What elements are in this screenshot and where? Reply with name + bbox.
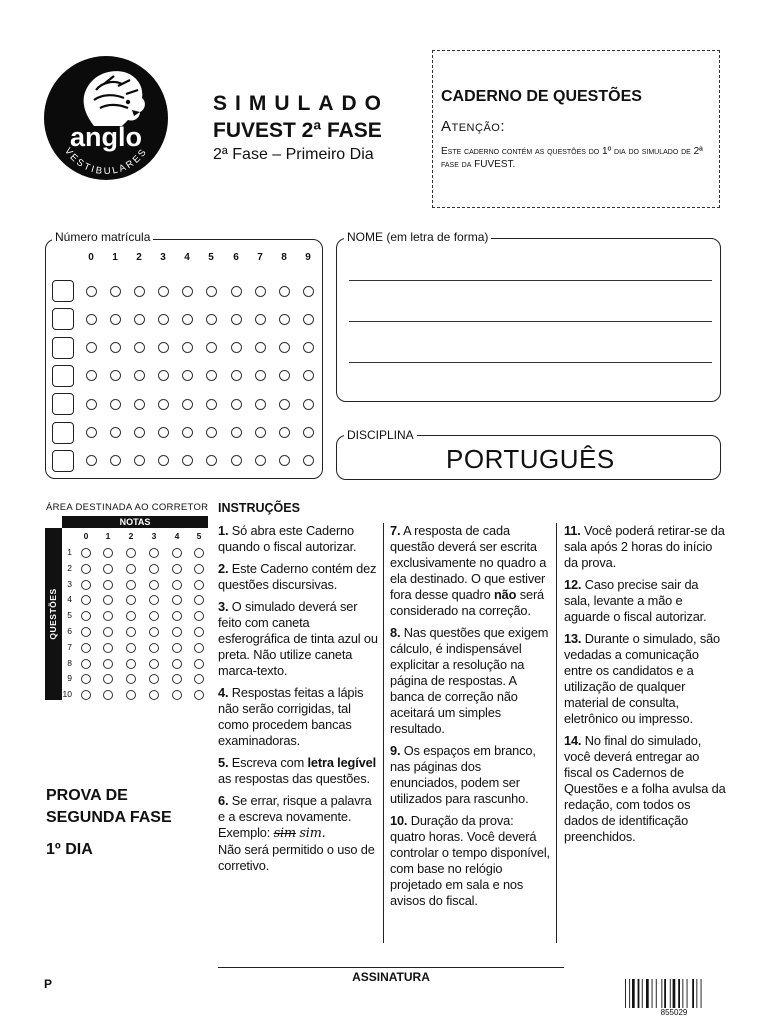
matricula-digit-box[interactable]: [52, 422, 74, 444]
barcode-number: 855029: [660, 1008, 688, 1017]
instrucao-8: 8. Nas questões que exigem cálculo, é indispensável explicitar a resolução na página de respostas. A banca de correção não aceitará um simples resultado.: [390, 625, 549, 736]
grade-bubble[interactable]: [103, 564, 113, 574]
matricula-bubble[interactable]: [182, 399, 193, 410]
matricula-bubble[interactable]: [279, 370, 290, 381]
grade-bubble[interactable]: [194, 595, 204, 605]
nota-grade-header: 3: [151, 531, 157, 541]
matricula-bubble[interactable]: [206, 455, 217, 466]
instrucao-11: 11. Você poderá retirar-se da sala após 2 horas do início da prova.: [564, 523, 725, 570]
grade-bubble[interactable]: [81, 611, 91, 621]
grade-bubble[interactable]: [194, 580, 204, 590]
signature-label: ASSINATURA: [352, 970, 430, 984]
exam-phase: 2ª Fase – Primeiro Dia: [213, 146, 374, 163]
grade-bubble[interactable]: [126, 674, 136, 684]
anglo-logo: [44, 56, 168, 180]
corretor-area-label: ÁREA DESTINADA AO CORRETOR: [46, 502, 209, 513]
grade-bubble[interactable]: [149, 659, 159, 669]
matricula-bubble[interactable]: [255, 399, 266, 410]
barcode-bar: [678, 979, 680, 1008]
nome-line[interactable]: [349, 321, 712, 322]
nota-grade-header: 4: [174, 531, 180, 541]
matricula-digit-header: 4: [184, 252, 190, 263]
grade-bubble[interactable]: [149, 690, 159, 700]
instrucao-6: 6. Se errar, risque a palavra e a escreva novamente. Exemplo: sim sim. Não será permitido o uso de corretivo.: [218, 793, 375, 873]
grade-bubble[interactable]: [126, 580, 136, 590]
matricula-bubble[interactable]: [86, 427, 97, 438]
matricula-bubble[interactable]: [110, 286, 121, 297]
matricula-bubble[interactable]: [86, 286, 97, 297]
grade-bubble[interactable]: [172, 611, 182, 621]
grade-bubble[interactable]: [126, 643, 136, 653]
barcode: [624, 979, 724, 1009]
matricula-bubble[interactable]: [255, 370, 266, 381]
grade-bubble[interactable]: [172, 643, 182, 653]
grade-bubble[interactable]: [172, 548, 182, 558]
grade-bubble[interactable]: [81, 564, 91, 574]
prova-line2: SEGUNDA FASE: [46, 809, 172, 826]
matricula-bubble[interactable]: [303, 342, 314, 353]
nota-grade-header: 2: [128, 531, 134, 541]
matricula-digit-box[interactable]: [52, 308, 74, 330]
matricula-bubble[interactable]: [206, 370, 217, 381]
grade-bubble[interactable]: [103, 548, 113, 558]
grade-bubble[interactable]: [126, 595, 136, 605]
grade-bubble[interactable]: [194, 674, 204, 684]
nota-grade-header: 5: [196, 531, 202, 541]
question-number: 10: [62, 689, 72, 700]
matricula-bubble[interactable]: [231, 314, 242, 325]
matricula-bubble[interactable]: [279, 455, 290, 466]
grade-bubble[interactable]: [172, 595, 182, 605]
barcode-bar: [701, 979, 702, 1008]
question-number: 2: [67, 562, 72, 573]
matricula-bubble[interactable]: [86, 455, 97, 466]
matricula-bubble[interactable]: [206, 286, 217, 297]
barcode-bar: [696, 979, 697, 1008]
matricula-bubble[interactable]: [134, 455, 145, 466]
grade-bubble[interactable]: [172, 690, 182, 700]
grade-bubble[interactable]: [194, 548, 204, 558]
grade-bubble[interactable]: [149, 643, 159, 653]
matricula-bubble[interactable]: [231, 370, 242, 381]
nome-label: NOME (em letra de forma): [344, 230, 491, 244]
matricula-bubble[interactable]: [158, 399, 169, 410]
prova-line1: PROVA DE: [46, 787, 128, 804]
instrucao-2: 2. Este Caderno contém dez questões discursivas.: [218, 561, 377, 592]
instrucao-5: 5. Escreva com letra legível as respostas das questões.: [218, 755, 376, 786]
column-divider: [556, 523, 557, 943]
matricula-bubble[interactable]: [231, 286, 242, 297]
matricula-bubble[interactable]: [86, 314, 97, 325]
matricula-bubble[interactable]: [86, 370, 97, 381]
grade-bubble[interactable]: [103, 627, 113, 637]
matricula-bubble[interactable]: [303, 399, 314, 410]
grade-bubble[interactable]: [103, 659, 113, 669]
instrucao-4: 4. Respostas feitas a lápis não serão corrigidas, tal como procedem bancas examinadoras.: [218, 685, 364, 748]
grade-bubble[interactable]: [81, 643, 91, 653]
logo-brand-text: anglo: [70, 122, 142, 152]
matricula-bubble[interactable]: [303, 286, 314, 297]
disciplina-label: DISCIPLINA: [344, 428, 417, 442]
matricula-bubble[interactable]: [231, 455, 242, 466]
matricula-bubble[interactable]: [134, 427, 145, 438]
barcode-bar: [642, 979, 643, 1008]
grade-bubble[interactable]: [194, 643, 204, 653]
barcode-bar: [692, 979, 694, 1008]
grade-bubble[interactable]: [126, 564, 136, 574]
matricula-bubble[interactable]: [182, 370, 193, 381]
matricula-bubble[interactable]: [134, 314, 145, 325]
caderno-title: CADERNO DE QUESTÕES: [441, 88, 642, 105]
grade-bubble[interactable]: [149, 627, 159, 637]
matricula-digit-header: 1: [112, 252, 118, 263]
instrucoes-title: INSTRUÇÕES: [218, 501, 300, 515]
matricula-bubble[interactable]: [86, 399, 97, 410]
matricula-bubble[interactable]: [255, 286, 266, 297]
instrucoes-column-3: [564, 523, 726, 851]
matricula-bubble[interactable]: [279, 286, 290, 297]
grade-bubble[interactable]: [81, 674, 91, 684]
grade-bubble[interactable]: [81, 595, 91, 605]
simulado-title: SIMULADO: [213, 92, 389, 115]
grade-bubble[interactable]: [194, 627, 204, 637]
matricula-digit-box[interactable]: [52, 337, 74, 359]
matricula-bubble[interactable]: [182, 286, 193, 297]
example-wrong-word: sim: [273, 826, 296, 841]
logo-tagline-text: VESTIBULARES: [62, 145, 150, 178]
matricula-digit-header: 0: [88, 252, 94, 263]
instrucao-14: 14. No final do simulado, você deverá entregar ao fiscal os Cadernos de Questões e a folha avulsa da redação, com todos os dados de identificação preenchidos.: [564, 733, 726, 844]
matricula-bubble[interactable]: [255, 342, 266, 353]
matricula-digit-header: 6: [233, 252, 239, 263]
grade-bubble[interactable]: [81, 659, 91, 669]
grade-bubble[interactable]: [103, 674, 113, 684]
matricula-bubble[interactable]: [182, 314, 193, 325]
matricula-bubble[interactable]: [231, 399, 242, 410]
matricula-bubble[interactable]: [110, 342, 121, 353]
matricula-bubble[interactable]: [110, 314, 121, 325]
grade-bubble[interactable]: [149, 564, 159, 574]
grade-bubble[interactable]: [149, 611, 159, 621]
matricula-bubble[interactable]: [206, 427, 217, 438]
matricula-bubble[interactable]: [279, 427, 290, 438]
matricula-bubble[interactable]: [255, 427, 266, 438]
instrucoes-column-2: [390, 523, 550, 915]
matricula-bubble[interactable]: [134, 286, 145, 297]
prova-label: [46, 785, 172, 829]
question-number: 4: [67, 594, 72, 605]
question-number: 8: [67, 657, 72, 668]
grade-bubble[interactable]: [126, 548, 136, 558]
matricula-bubble[interactable]: [303, 370, 314, 381]
matricula-bubble[interactable]: [303, 314, 314, 325]
grade-bubble[interactable]: [149, 580, 159, 590]
matricula-digit-header: 7: [257, 252, 263, 263]
matricula-bubble[interactable]: [134, 399, 145, 410]
matricula-label: Número matrícula: [52, 230, 153, 244]
instrucao-12: 12. Caso precise sair da sala, levante a mão e aguarde o fiscal autorizar.: [564, 577, 707, 624]
matricula-digit-header: 9: [305, 252, 311, 263]
matricula-bubble[interactable]: [110, 399, 121, 410]
matricula-bubble[interactable]: [110, 455, 121, 466]
barcode-bar: [673, 979, 676, 1008]
barcode-bar: [625, 979, 626, 1008]
matricula-digit-header: 2: [136, 252, 142, 263]
question-number: 6: [67, 626, 72, 636]
grade-bubble[interactable]: [126, 611, 136, 621]
matricula-bubble[interactable]: [134, 370, 145, 381]
instrucao-13: 13. Durante o simulado, são vedadas a comunicação entre os candidatos e a utilização de qualquer material de consulta, eletrônico ou impresso.: [564, 631, 721, 726]
barcode-bar: [629, 979, 630, 1008]
column-divider: [383, 523, 384, 943]
matricula-bubble[interactable]: [255, 455, 266, 466]
grade-bubble[interactable]: [81, 627, 91, 637]
matricula-digit-header: 5: [208, 252, 214, 263]
matricula-bubble[interactable]: [279, 314, 290, 325]
nome-line[interactable]: [349, 280, 712, 281]
barcode-bar: [656, 979, 657, 1008]
exam-name: FUVEST 2ª FASE: [213, 119, 382, 142]
matricula-bubble[interactable]: [231, 342, 242, 353]
matricula-bubble[interactable]: [158, 314, 169, 325]
matricula-bubble[interactable]: [134, 342, 145, 353]
grade-bubble[interactable]: [172, 627, 182, 637]
barcode-bar: [652, 979, 653, 1008]
matricula-digit-box[interactable]: [52, 365, 74, 387]
grade-bubble[interactable]: [103, 643, 113, 653]
grade-bubble[interactable]: [172, 659, 182, 669]
disciplina-value: PORTUGUÊS: [446, 444, 615, 474]
grade-bubble[interactable]: [149, 674, 159, 684]
grade-bubble[interactable]: [103, 690, 113, 700]
matricula-digit-box[interactable]: [52, 450, 74, 472]
matricula-bubble[interactable]: [110, 427, 121, 438]
question-number: 5: [67, 610, 72, 621]
barcode-bar: [638, 979, 640, 1008]
grade-bubble[interactable]: [126, 659, 136, 669]
question-number: 3: [67, 578, 72, 589]
question-number: 9: [67, 673, 72, 684]
barcode-bar: [670, 979, 671, 1008]
grade-bubble[interactable]: [194, 611, 204, 621]
matricula-bubble[interactable]: [158, 286, 169, 297]
matricula-bubble[interactable]: [158, 370, 169, 381]
atencao-text: Este caderno contém as questões do 1º dia do simulado de 2ª fase da FUVEST.: [441, 146, 703, 170]
nota-grade-header: 1: [105, 531, 111, 541]
questoes-label: QUESTÕES: [48, 588, 58, 640]
example-right-word: sim.: [299, 826, 326, 841]
matricula-bubble[interactable]: [86, 342, 97, 353]
matricula-digit-header: 3: [160, 252, 166, 263]
grade-bubble[interactable]: [81, 548, 91, 558]
nota-grade-header: 0: [83, 531, 89, 541]
grade-bubble[interactable]: [126, 627, 136, 637]
grade-bubble[interactable]: [103, 595, 113, 605]
matricula-bubble[interactable]: [303, 427, 314, 438]
grade-bubble[interactable]: [172, 564, 182, 574]
matricula-bubble[interactable]: [231, 427, 242, 438]
instrucao-9: 9. Os espaços em branco, nas páginas dos enunciados, podem ser utilizados para rascunho.: [390, 743, 536, 806]
matricula-bubble[interactable]: [110, 370, 121, 381]
grade-bubble[interactable]: [149, 595, 159, 605]
matricula-bubble[interactable]: [182, 455, 193, 466]
matricula-bubble[interactable]: [206, 399, 217, 410]
barcode-bar: [632, 979, 635, 1008]
matricula-digit-box[interactable]: [52, 393, 74, 415]
matricula-bubble[interactable]: [158, 342, 169, 353]
matricula-bubble[interactable]: [303, 455, 314, 466]
grade-bubble[interactable]: [194, 690, 204, 700]
matricula-bubble[interactable]: [206, 342, 217, 353]
page-letter: P: [44, 977, 53, 991]
grade-bubble[interactable]: [81, 580, 91, 590]
instrucao-1: 1. Só abra este Caderno quando o fiscal autorizar.: [218, 523, 357, 554]
grade-bubble[interactable]: [194, 564, 204, 574]
instrucao-7: 7. A resposta de cada questão deverá ser escrita exclusivamente no quadro a ela destinado. O que estiver fora desse quadro não será considerado na correção.: [390, 523, 547, 618]
grade-bubble[interactable]: [149, 548, 159, 558]
grade-bubble[interactable]: [81, 690, 91, 700]
dia-label: 1º DIA: [46, 841, 93, 858]
grade-bubble[interactable]: [172, 674, 182, 684]
signature-line[interactable]: [218, 967, 564, 968]
atencao-label: Atenção:: [441, 118, 506, 135]
matricula-bubble[interactable]: [182, 342, 193, 353]
matricula-bubble[interactable]: [255, 314, 266, 325]
barcode-bar: [682, 979, 683, 1008]
matricula-bubble[interactable]: [182, 427, 193, 438]
matricula-bubble[interactable]: [158, 455, 169, 466]
nome-box: [336, 238, 721, 402]
matricula-bubble[interactable]: [158, 427, 169, 438]
matricula-digit-header: 8: [281, 252, 287, 263]
barcode-bar: [687, 979, 688, 1008]
grade-bubble[interactable]: [103, 611, 113, 621]
grade-bubble[interactable]: [172, 580, 182, 590]
grade-bubble[interactable]: [103, 580, 113, 590]
instrucao-10: 10. Duração da prova: quatro horas. Você deverá controlar o tempo disponível, com base no relógio projetado em sala e nos avisos do fiscal.: [390, 813, 550, 908]
matricula-digit-box[interactable]: [52, 280, 74, 302]
grade-bubble[interactable]: [126, 690, 136, 700]
question-number: 1: [67, 547, 72, 557]
barcode-bar: [661, 979, 662, 1008]
notas-header: NOTAS: [62, 516, 208, 528]
instrucoes-column-1: [218, 523, 378, 880]
instrucao-3: 3. O simulado deverá ser feito com caneta esferográfica de tinta azul ou preta. Não utilize caneta marca-texto.: [218, 599, 378, 678]
grade-bubble[interactable]: [194, 659, 204, 669]
barcode-bar: [664, 979, 666, 1008]
question-number: 7: [67, 641, 72, 652]
matricula-bubble[interactable]: [279, 399, 290, 410]
matricula-bubble[interactable]: [206, 314, 217, 325]
nome-line[interactable]: [349, 362, 712, 363]
matricula-bubble[interactable]: [279, 342, 290, 353]
barcode-bar: [646, 979, 649, 1008]
matricula-box: [45, 239, 323, 479]
